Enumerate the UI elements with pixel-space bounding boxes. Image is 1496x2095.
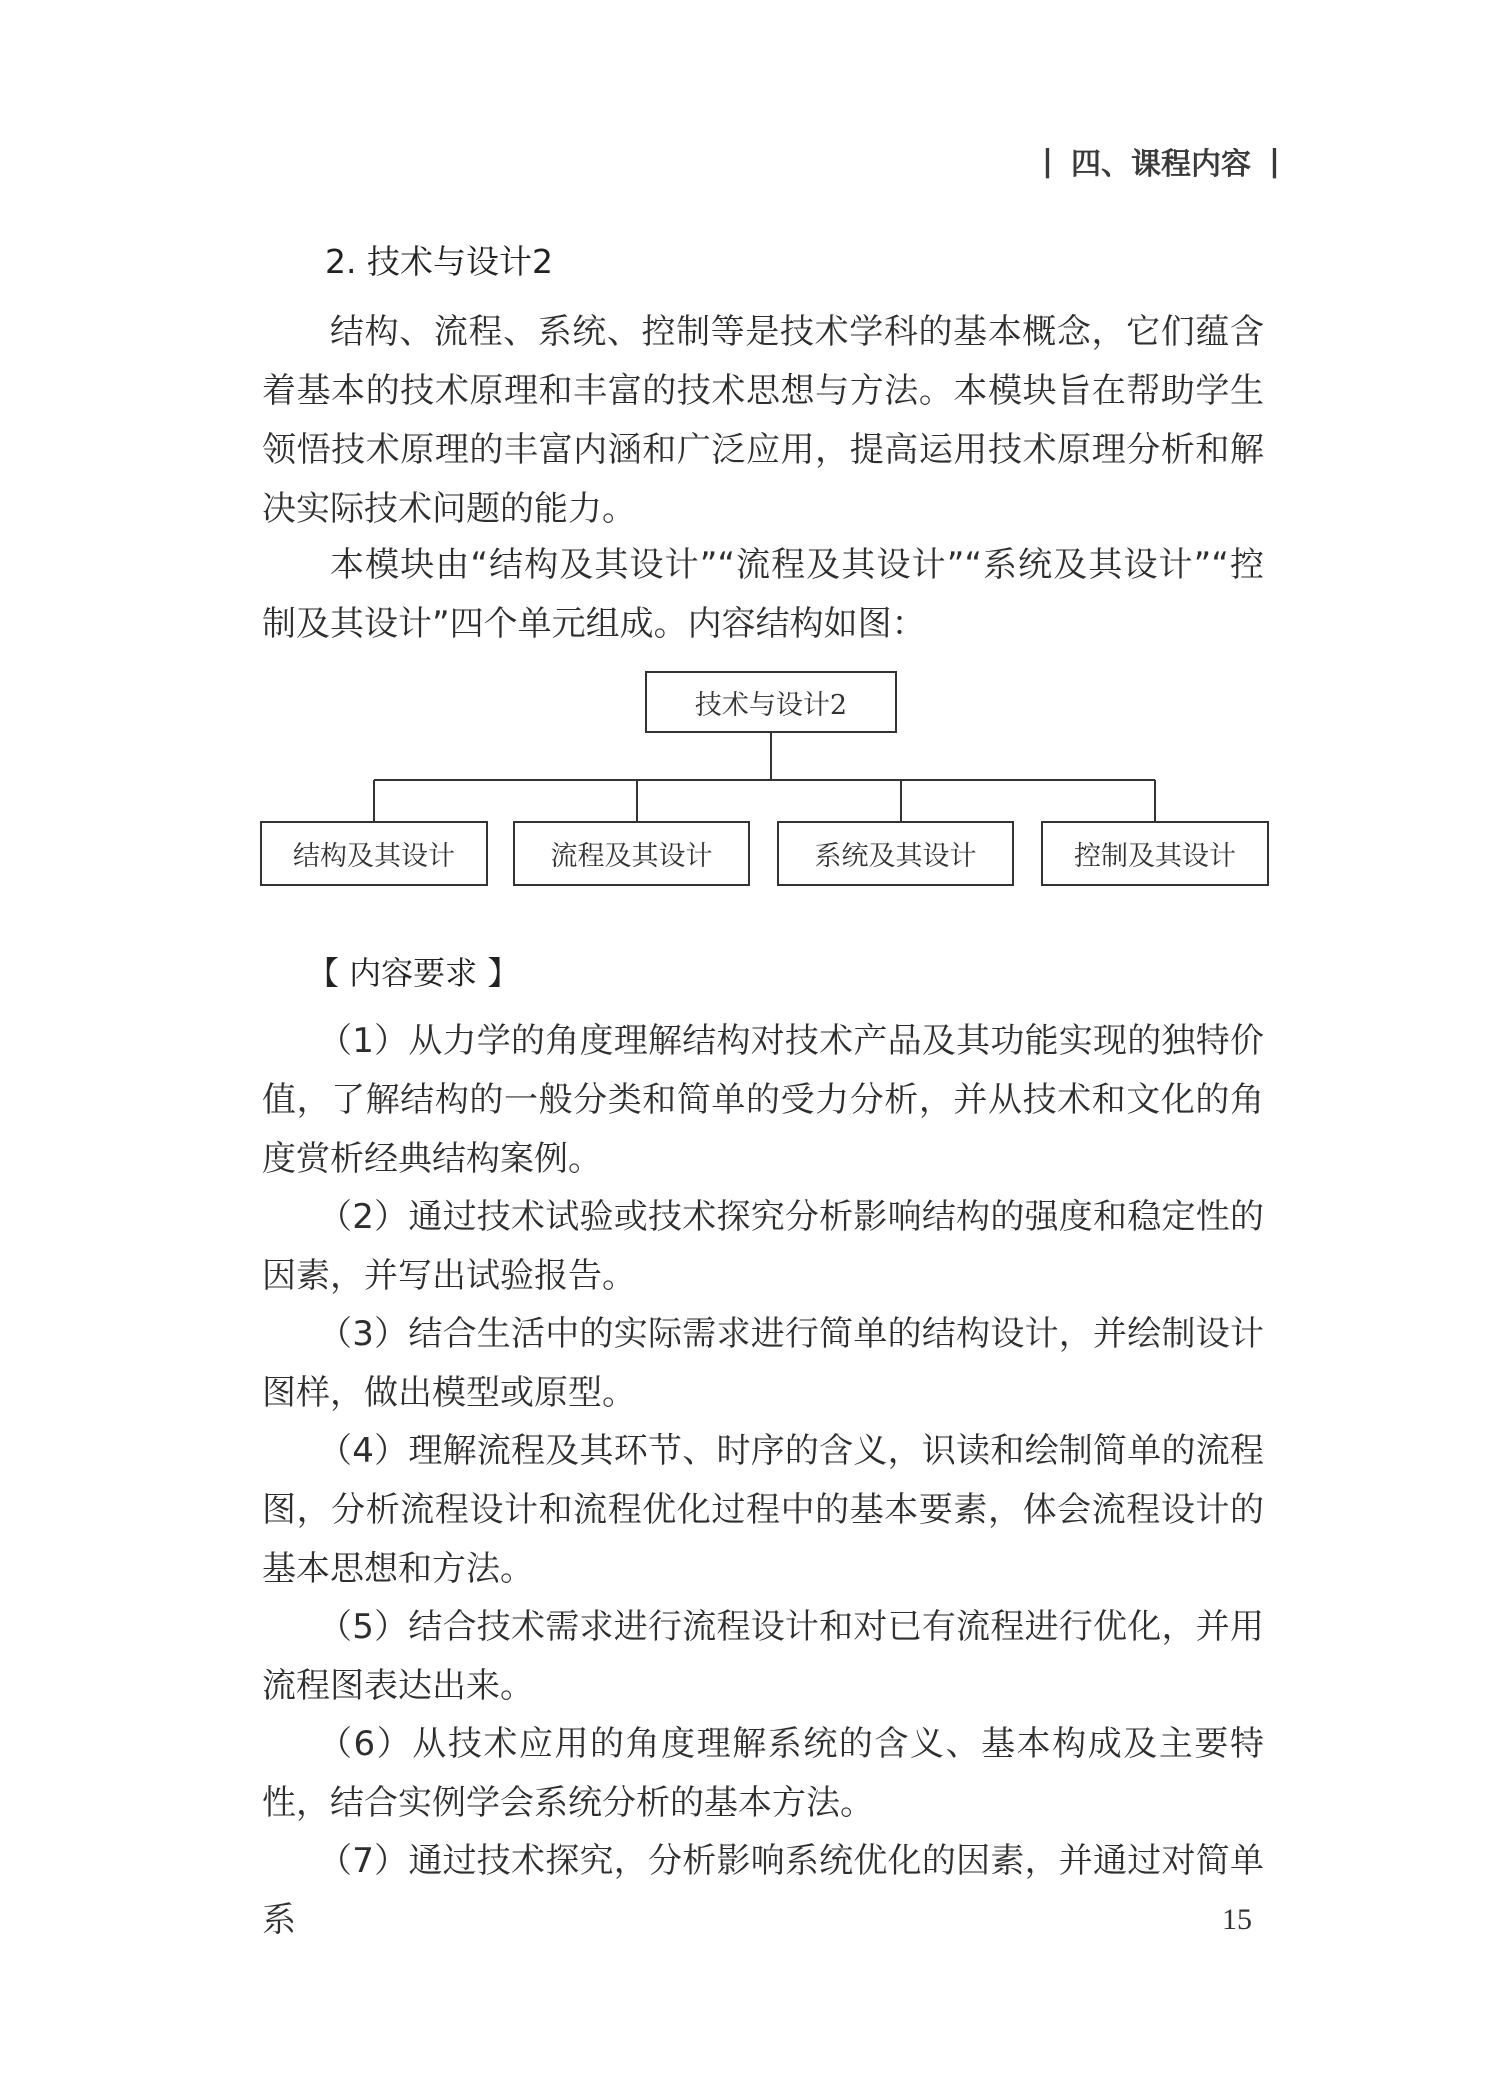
requirement-item-2: （2）通过技术试验或技术探究分析影响结构的强度和稳定性的因素，并写出试验报告。 (262, 1197, 1264, 1296)
diagram-child-structure: 结构及其设计 (260, 821, 488, 886)
diagram-child-process: 流程及其设计 (513, 821, 750, 886)
intro-paragraph-1: 结构、流程、系统、控制等是技术学科的基本概念，它们蕴含着基本的技术原理和丰富的技术思想与方法。本模块旨在帮助学生领悟技术原理的丰富内涵和广泛应用，提高运用技术原理分析和解决实际技术问题的能力。 (262, 312, 1264, 529)
requirement-item-7: （7）通过技术探究，分析影响系统优化的因素，并通过对简单系 (262, 1841, 1264, 1940)
page-number: 15 (1222, 1903, 1252, 1936)
running-head-right-bar: | (1268, 143, 1280, 179)
diagram-root-box: 技术与设计2 (645, 671, 897, 733)
requirement-item-5: （5）结合技术需求进行流程设计和对已有流程进行优化，并用流程图表达出来。 (262, 1607, 1264, 1706)
requirement-item-6: （6）从技术应用的角度理解系统的含义、基本构成及主要特性，结合实例学会系统分析的基本方法。 (262, 1724, 1264, 1823)
running-head (1042, 142, 1280, 180)
requirement-item-4: （4）理解流程及其环节、时序的含义，识读和绘制简单的流程图，分析流程设计和流程优化过程中的基本要素，体会流程设计的基本思想和方法。 (262, 1431, 1264, 1589)
intro-paragraph-2: 本模块由“结构及其设计”“流程及其设计”“系统及其设计”“控制及其设计”四个单元组成。内容结构如图： (262, 545, 1264, 644)
section-title: 2. 技术与设计2 (325, 242, 553, 281)
running-head-left-bar: | (1042, 143, 1053, 179)
diagram-child-system: 系统及其设计 (777, 821, 1014, 886)
diagram-child-control: 控制及其设计 (1041, 821, 1269, 886)
requirements-heading: 【 内容要求 】 (307, 954, 520, 992)
requirement-item-1: （1）从力学的角度理解结构对技术产品及其功能实现的独特价值，了解结构的一般分类和简单的受力分析，并从技术和文化的角度赏析经典结构案例。 (262, 1021, 1264, 1179)
requirement-item-3: （3）结合生活中的实际需求进行简单的结构设计，并绘制设计图样，做出模型或原型。 (262, 1314, 1264, 1413)
running-head-title: 四、课程内容 (1070, 147, 1251, 182)
